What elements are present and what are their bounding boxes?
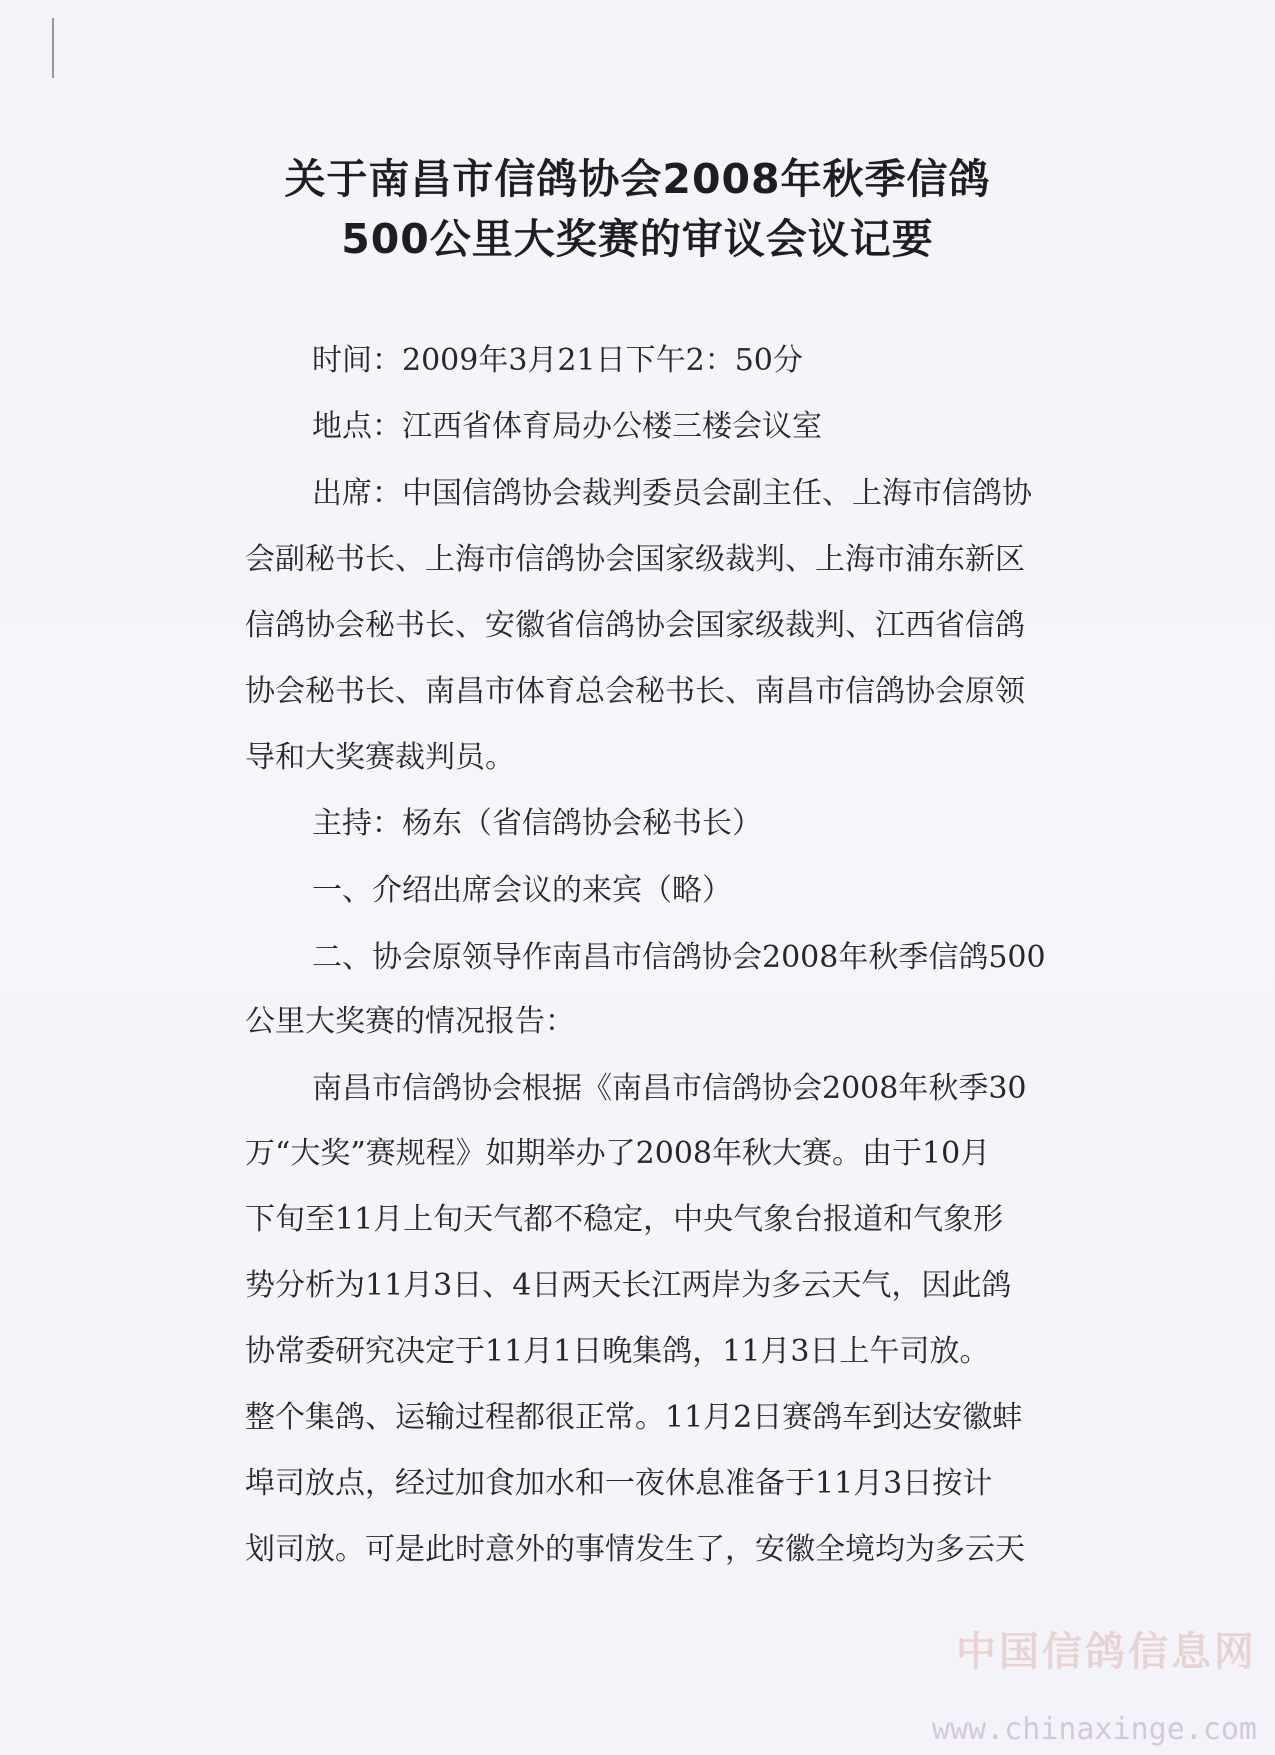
attendees-line: 导和大奖赛裁判员。 (245, 740, 515, 775)
report-paragraph-line: 势分析为11月3日、4日两天长江两岸为多云天气，因此鸽 (245, 1268, 1012, 1303)
meeting-location: 地点：江西省体育局办公楼三楼会议室 (312, 409, 822, 444)
site-watermark-url: www.chinaxinge.com (931, 1712, 1257, 1747)
document-title-line-2: 500公里大奖赛的审议会议记要 (341, 215, 934, 263)
report-paragraph-line: 协常委研究决定于11月1日晚集鸽，11月3日上午司放。 (245, 1334, 990, 1369)
document-title-line-1: 关于南昌市信鸽协会2008年秋季信鸽 (284, 155, 991, 203)
scan-edge-line (52, 18, 54, 78)
meeting-time: 时间：2009年3月21日下午2：50分 (312, 343, 803, 378)
report-paragraph-line: 划司放。可是此时意外的事情发生了，安徽全境均为多云天 (245, 1532, 1025, 1567)
attendees-line: 会副秘书长、上海市信鸽协会国家级裁判、上海市浦东新区 (245, 542, 1025, 577)
site-watermark: 中国信鸽信息网 (956, 1629, 1257, 1675)
report-paragraph-line: 下旬至11月上旬天气都不稳定，中央气象台报道和气象形 (245, 1202, 1004, 1237)
attendees-line: 协会秘书长、南昌市体育总会秘书长、南昌市信鸽协会原领 (245, 674, 1025, 709)
agenda-item-1: 一、介绍出席会议的来宾（略） (312, 873, 732, 908)
attendees-line: 信鸽协会秘书长、安徽省信鸽协会国家级裁判、江西省信鸽 (245, 608, 1025, 643)
meeting-host: 主持：杨东（省信鸽协会秘书长） (312, 806, 762, 841)
attendees-line: 出席：中国信鸽协会裁判委员会副主任、上海市信鸽协 (312, 476, 1032, 511)
agenda-item-2: 二、协会原领导作南昌市信鸽协会2008年秋季信鸽500 (312, 940, 1046, 975)
report-paragraph-line: 万“大奖”赛规程》如期举办了2008年秋大赛。由于10月 (245, 1136, 991, 1171)
report-paragraph-line: 埠司放点，经过加食加水和一夜休息准备于11月3日按计 (245, 1466, 993, 1501)
agenda-item-2-cont: 公里大奖赛的情况报告： (245, 1004, 575, 1039)
report-paragraph-line: 整个集鸽、运输过程都很正常。11月2日赛鸽车到达安徽蚌 (245, 1400, 1023, 1435)
report-paragraph-line: 南昌市信鸽协会根据《南昌市信鸽协会2008年秋季30 (312, 1071, 1027, 1106)
